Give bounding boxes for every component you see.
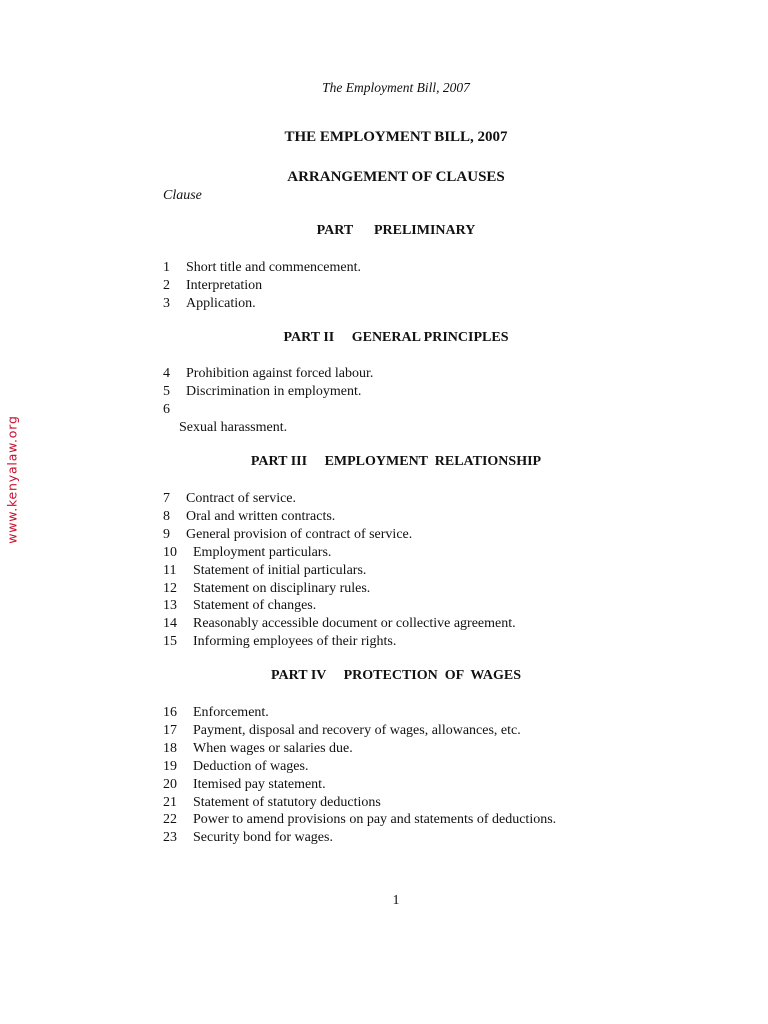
clause-number: 20 (163, 776, 177, 792)
clause-title: Deduction of wages. (193, 758, 309, 774)
clause-row (163, 401, 373, 419)
clause-title: Enforcement. (193, 705, 269, 720)
clause-title: Discrimination in employment. (186, 383, 362, 399)
part-heading-general-principles: PART II GENERAL PRINCIPLES (283, 330, 509, 345)
part-heading-employment-relationship: PART III EMPLOYMENT RELATIONSHIP (250, 454, 542, 469)
clause-list-preliminary (163, 259, 361, 313)
clause-row (163, 544, 516, 562)
clause-title: Itemised pay statement. (193, 776, 326, 792)
document-title: THE EMPLOYMENT BILL, 2007 (284, 129, 508, 145)
clause-title: Oral and written contracts. (186, 508, 336, 524)
clause-number: 1 (163, 260, 170, 275)
clause-number: 17 (163, 722, 177, 738)
clause-row (163, 562, 516, 580)
document-subtitle: ARRANGEMENT OF CLAUSES (287, 169, 505, 185)
clause-number: 7 (163, 491, 170, 506)
watermark-link[interactable]: www.kenyalaw.org (4, 415, 20, 544)
clause-number: 2 (163, 277, 170, 293)
clause-number: 12 (163, 580, 177, 596)
page-number: 1 (392, 893, 400, 908)
clause-list-general-principles (163, 365, 373, 437)
clause-number: 19 (163, 758, 177, 774)
clause-row (163, 794, 556, 812)
clause-list-employment-relationship (163, 490, 516, 651)
clause-title: Statement of changes. (193, 598, 317, 614)
clause-number: 23 (163, 830, 177, 846)
clause-row (163, 526, 516, 544)
clause-row (163, 615, 516, 633)
clause-column-label: Clause (163, 188, 202, 203)
clause-title: Statement on disciplinary rules. (193, 580, 371, 596)
clause-number: 18 (163, 740, 177, 756)
clause-number: 13 (163, 598, 177, 614)
clause-row (163, 597, 516, 615)
clause-row (163, 365, 373, 383)
clause-row (163, 776, 556, 794)
clause-title: Employment particulars. (193, 544, 332, 560)
clause-title: Informing employees of their rights. (193, 634, 397, 650)
clause-row (163, 633, 516, 651)
clause-row (163, 580, 516, 598)
clause-title: When wages or salaries due. (193, 740, 353, 756)
clause-row (163, 277, 361, 295)
clause-number: 11 (163, 562, 177, 578)
clause-title: Application. (186, 295, 256, 311)
clause-row (163, 490, 516, 508)
clause-number: 6 (163, 401, 170, 417)
clause-row (163, 811, 556, 829)
clause-row (163, 419, 373, 437)
clause-row (163, 704, 556, 722)
clause-number: 14 (163, 616, 177, 632)
clause-title: Short title and commencement. (186, 260, 361, 275)
clause-title: Reasonably accessible document or collective agreement. (193, 616, 516, 632)
clause-row (163, 295, 361, 313)
clause-title: Power to amend provisions on pay and statements of deductions. (193, 812, 557, 828)
part-heading-preliminary: PART PRELIMINARY (316, 223, 476, 238)
clause-number: 10 (163, 544, 177, 560)
clause-number: 5 (163, 383, 170, 399)
clause-row (163, 383, 373, 401)
clause-title: Security bond for wages. (193, 830, 333, 846)
clause-title: Contract of service. (186, 491, 297, 506)
clause-number: 4 (163, 366, 170, 381)
clause-title: Statement of initial particulars. (193, 562, 367, 578)
clause-number: 21 (163, 794, 177, 810)
clause-title: Prohibition against forced labour. (186, 366, 374, 381)
clause-row (163, 829, 556, 847)
clause-row (163, 508, 516, 526)
clause-row (163, 740, 556, 758)
running-head: The Employment Bill, 2007 (322, 80, 470, 95)
clause-number: 16 (163, 705, 177, 720)
clause-row (163, 259, 361, 277)
clause-title: Statement of statutory deductions (193, 794, 381, 810)
clause-number: 8 (163, 508, 170, 524)
clause-row (163, 758, 556, 776)
clause-number: 15 (163, 634, 177, 650)
part-heading-protection-of-wages: PART IV PROTECTION OF WAGES (271, 668, 521, 683)
clause-title: Interpretation (186, 277, 263, 293)
clause-list-protection-of-wages (163, 704, 556, 847)
clause-number: 22 (163, 812, 177, 828)
clause-title: Payment, disposal and recovery of wages, allowances, etc. (193, 722, 521, 738)
clause-number: 9 (163, 526, 170, 542)
clause-title: Sexual harassment. (179, 419, 288, 435)
clause-number: 3 (163, 295, 170, 311)
clause-row (163, 722, 556, 740)
clause-title: General provision of contract of service. (186, 526, 413, 542)
